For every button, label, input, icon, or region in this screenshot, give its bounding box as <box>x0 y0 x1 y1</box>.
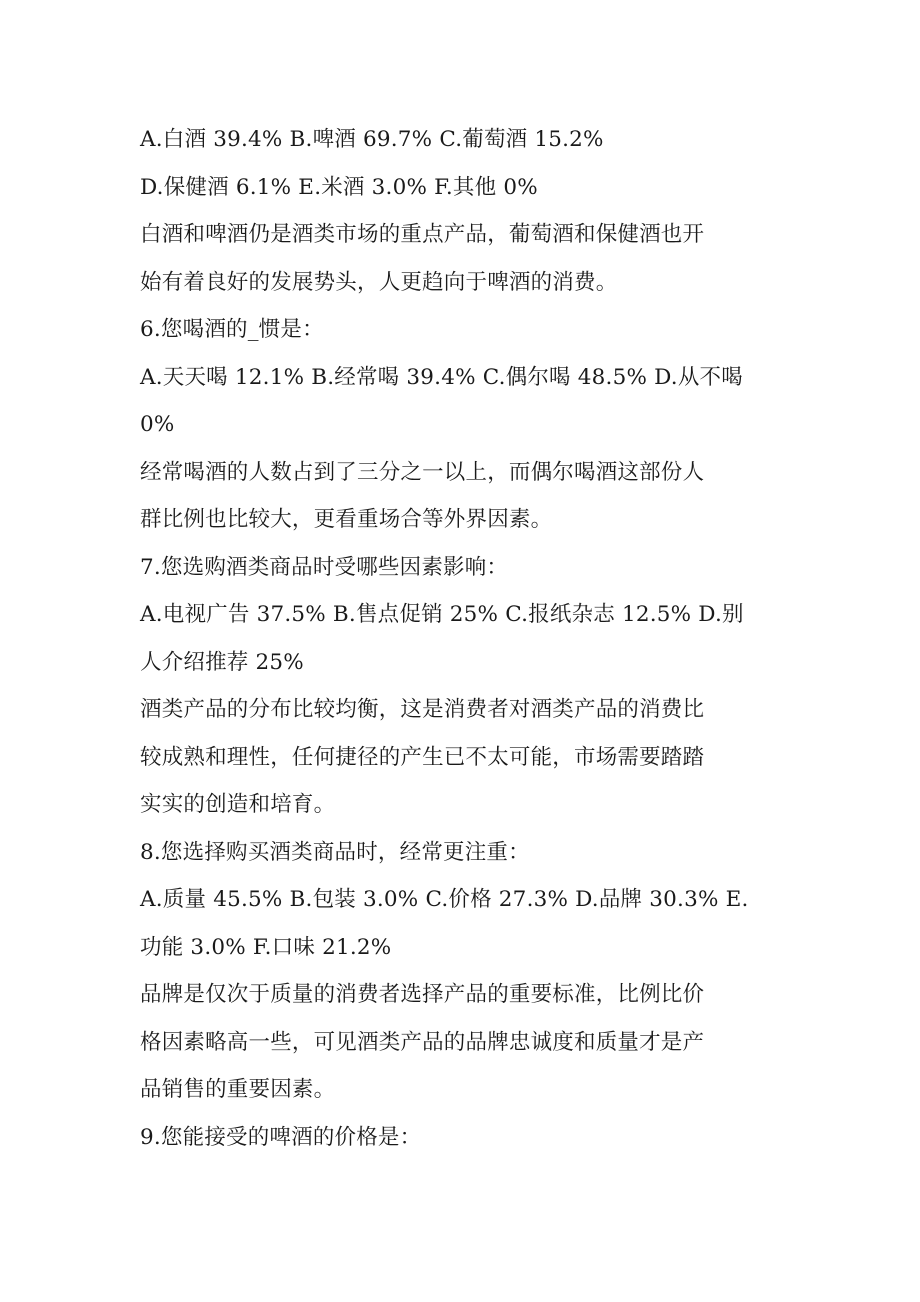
q6-analysis-line-2: 群比例也比较大，更看重场合等外界因素。 <box>140 507 553 532</box>
q7-question: 7.您选购酒类商品时受哪些因素影响： <box>140 554 509 580</box>
q8-analysis-line-1: 品牌是仅次于质量的消费者选择产品的重要标准，比例比价 <box>140 982 705 1007</box>
q7-options-line-2: 人介绍推荐 25% <box>140 649 304 675</box>
q8-analysis-line-2: 格因素略高一些，可见酒类产品的品牌忠诚度和质量才是产 <box>140 1029 705 1055</box>
q9-question: 9.您能接受的啤酒的价格是： <box>140 1124 422 1150</box>
q6-options-line-2: 0% <box>140 412 175 437</box>
q8-options-line-2: 功能 3.0% F.口味 21.2% <box>140 934 392 960</box>
q6-options-line-1: A.天天喝 12.1% B.经常喝 39.4% C.偶尔喝 48.5% D.从不喝 <box>140 364 743 390</box>
q8-options-line-1: A.质量 45.5% B.包装 3.0% C.价格 27.3% D.品牌 30.3% E. <box>140 887 749 912</box>
q7-analysis-line-3: 实实的创造和培育。 <box>140 792 336 817</box>
q7-analysis-line-2: 较成熟和理性，任何捷径的产生已不太可能，市场需要踏踏 <box>140 744 705 770</box>
q8-question: 8.您选择购买酒类商品时，经常更注重： <box>140 839 530 865</box>
q5-analysis-line-1: 白酒和啤酒仍是酒类市场的重点产品，葡萄酒和保健酒也开 <box>140 222 705 247</box>
q5-options-line-1: A.白酒 39.4% B.啤酒 69.7% C.葡萄酒 15.2% <box>140 127 604 152</box>
q6-question: 6.您喝酒的_惯是： <box>140 317 324 342</box>
q7-analysis-line-1: 酒类产品的分布比较均衡，这是消费者对酒类产品的消费比 <box>140 697 705 722</box>
q5-analysis-line-2: 始有着良好的发展势头，人更趋向于啤酒的消费。 <box>140 269 618 295</box>
document-body <box>140 116 790 1161</box>
q8-analysis-line-3: 品销售的重要因素。 <box>140 1077 336 1102</box>
q7-options-line-1: A.电视广告 37.5% B.售点促销 25% C.报纸杂志 12.5% D.别 <box>140 602 744 627</box>
q6-analysis-line-1: 经常喝酒的人数占到了三分之一以上，而偶尔喝酒这部份人 <box>140 459 705 485</box>
q5-options-line-2: D.保健酒 6.1% E.米酒 3.0% F.其他 0% <box>140 174 538 200</box>
